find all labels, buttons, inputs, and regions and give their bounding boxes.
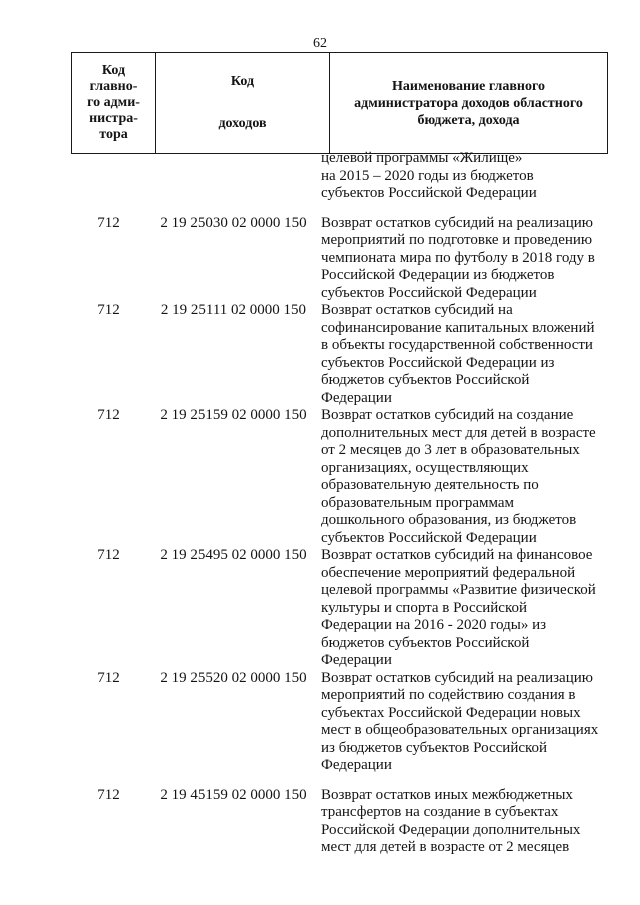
revenue-name-cell: Возврат остатков субсидий на реализацию мероприятий по содействию создания в субъектах Российской Федерации новых мест в общеобразовательных организациях из бюджетов субъектов Российской Федерации: [321, 669, 599, 773]
revenue-name-cell: Возврат остатков иных межбюджетных трансфертов на создание в субъектах Российской Федерации дополнительных мест для детей в возрасте от 2 месяцев: [321, 786, 581, 855]
revenue-code-cell: 2 19 25520 02 0000 150: [160, 669, 307, 686]
table-row: [71, 547, 608, 670]
table-body: [71, 150, 608, 857]
table-row: [71, 215, 608, 303]
revenue-code-cell: 2 19 25495 02 0000 150: [160, 547, 307, 563]
revenue-code-cell: 2 19 25111 02 0000 150: [160, 302, 307, 318]
header-name: Наименование главного администратора доходов областного бюджета, дохода: [330, 53, 608, 154]
revenue-code-cell: 2 19 25159 02 0000 150: [160, 407, 307, 423]
table-row: [71, 302, 608, 407]
admin-code-cell: 712: [97, 669, 120, 686]
table-header: [71, 52, 608, 154]
revenue-code-cell: 2 19 25030 02 0000 150: [160, 214, 307, 231]
table-row: [71, 407, 608, 547]
admin-code-cell: 712: [97, 407, 120, 423]
header-revenue-code-line2: доходов: [218, 116, 267, 131]
table-row: [71, 670, 608, 775]
table-row: [71, 787, 608, 857]
revenue-name-cell: Возврат остатков субсидий на реализацию мероприятий по подготовке и проведению чемпионата мира по футболу в 2018 году в Российской Федерации из бюджетов субъектов Российской Федерации: [321, 214, 595, 301]
continuation-text: целевой программы «Жилище» на 2015 – 2020 годы из бюджетов субъектов Российской Федерации: [321, 150, 537, 201]
admin-code-cell: 712: [97, 547, 120, 563]
header-admin-code: Код главно- го адми- нистра- тора: [72, 53, 156, 154]
admin-code-cell: 712: [97, 214, 120, 231]
revenue-name-cell: Возврат остатков субсидий на финансовое обеспечение мероприятий федеральной целевой программы «Развитие физической культуры и спорта в Российской Федерации на 2016 - 2020 годы» из бюджетов субъектов Российской Федерации: [321, 547, 596, 668]
revenue-name-cell: Возврат остатков субсидий на софинансирование капитальных вложений в объекты государственной собственности субъектов Российской Федерации из бюджетов субъектов Российской Федерации: [321, 302, 595, 406]
admin-code-cell: 712: [97, 302, 120, 318]
revenue-name-cell: Возврат остатков субсидий на создание дополнительных мест для детей в возрасте от 2 месяцев до 3 лет в образовательных организациях, осуществляющих образовательную деятельность по образовательным программам дошкольного образования, из бюджетов субъектов Российской Федерации: [321, 407, 596, 546]
page-number: 62: [313, 36, 327, 51]
revenue-code-cell: 2 19 45159 02 0000 150: [160, 786, 307, 803]
header-revenue-code: [156, 53, 330, 154]
header-revenue-code-line1: Код: [230, 74, 255, 89]
admin-code-cell: 712: [97, 786, 120, 803]
